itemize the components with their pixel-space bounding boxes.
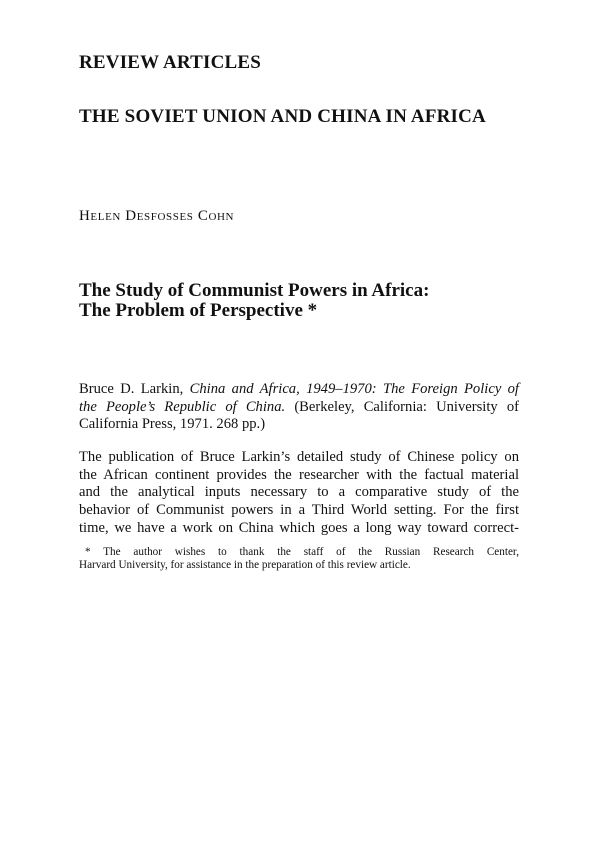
- author-name-text: Helen Desfosses Cohn: [79, 208, 235, 224]
- review-title: [79, 281, 519, 321]
- citation-line-1: [79, 381, 519, 399]
- citation-publisher-part-1: (Berkeley, California: University of: [294, 398, 519, 415]
- body-line-2: the African continent provides the researcher with the factual material: [79, 466, 519, 483]
- footnote-line-2: Harvard University, for assistance in the preparation of this review article.: [79, 559, 411, 571]
- body-paragraph: [79, 449, 519, 538]
- review-title-line-1: The Study of Communist Powers in Africa:: [79, 280, 430, 301]
- body-line-4: behavior of Communist powers in a Third World setting. For the first: [79, 502, 519, 519]
- article-title: THE SOVIET UNION AND CHINA IN AFRICA: [79, 106, 486, 127]
- review-title-line-2: The Problem of Perspective *: [79, 300, 318, 321]
- body-line-3: and the analytical inputs necessary to a comparative study of the: [79, 484, 519, 501]
- section-label: REVIEW ARTICLES: [79, 52, 262, 73]
- footnote-line-1: * The author wishes to thank the staff of the Russian Research Center,: [85, 546, 519, 558]
- citation-publisher-part-2: California Press, 1971. 268 pp.): [79, 416, 266, 432]
- citation-title-part-1: China and Africa, 1949–1970: The Foreign Policy of: [189, 381, 519, 397]
- body-line-1: The publication of Bruce Larkin’s detailed study of Chinese policy on: [79, 449, 519, 465]
- author-name: [79, 208, 519, 225]
- footnote: [79, 546, 519, 572]
- citation-title-part-2: the People’s Republic of China.: [79, 398, 286, 415]
- citation-line-2: [79, 399, 519, 417]
- citation-author: Bruce D. Larkin,: [79, 381, 184, 397]
- book-citation: [79, 381, 519, 434]
- body-line-5: time, we have a work on China which goes a long way toward correct-: [79, 519, 519, 536]
